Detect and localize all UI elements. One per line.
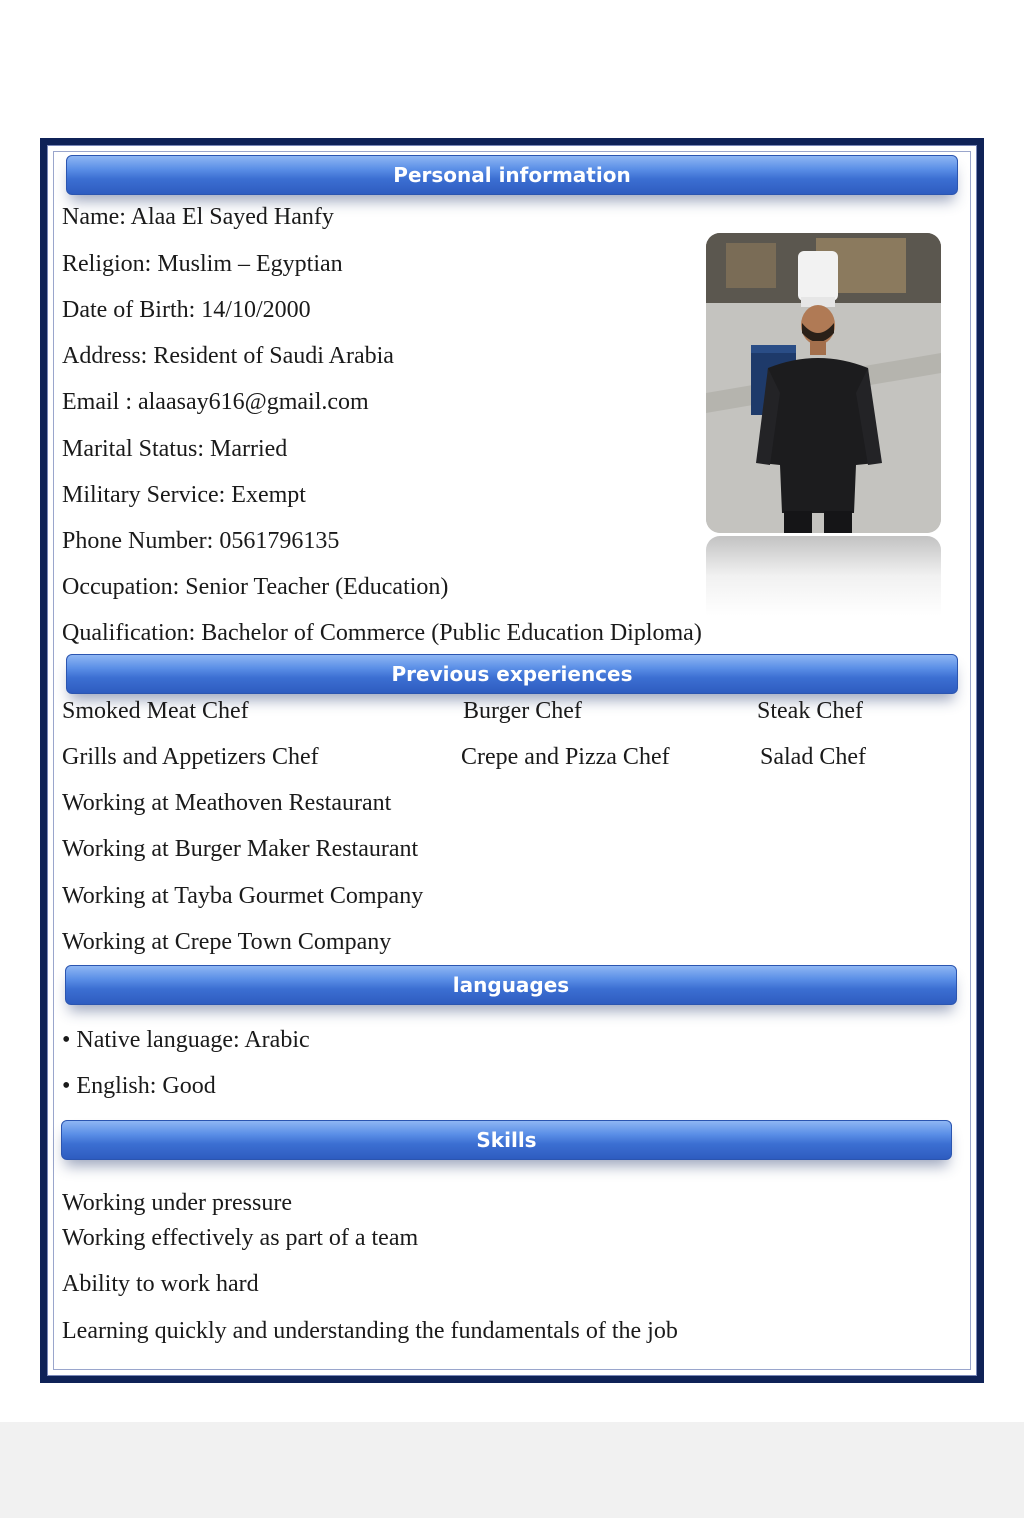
- skill-pressure: Working under pressure: [62, 1190, 293, 1216]
- language-native: • Native language: Arabic: [62, 1027, 310, 1053]
- workplace-meathoven: Working at Meathoven Restaurant: [62, 790, 392, 816]
- role-crepe-pizza-chef: Crepe and Pizza Chef: [461, 744, 670, 770]
- section-experiences-header: [66, 654, 958, 694]
- profile-photo: [706, 233, 941, 533]
- section-languages-title: languages: [452, 973, 570, 997]
- section-personal-title: Personal information: [393, 163, 631, 187]
- skill-teamwork: Working effectively as part of a team: [62, 1225, 419, 1251]
- personal-occupation: Occupation: Senior Teacher (Education): [62, 574, 449, 600]
- role-grills-chef: Grills and Appetizers Chef: [62, 744, 319, 770]
- personal-qualification: Qualification: Bachelor of Commerce (Public Education Diploma): [62, 620, 702, 646]
- personal-dob: Date of Birth: 14/10/2000: [62, 297, 311, 323]
- profile-photo-reflection: [706, 536, 941, 616]
- section-skills-title: Skills: [476, 1128, 537, 1152]
- personal-address: Address: Resident of Saudi Arabia: [62, 343, 394, 369]
- role-burger-chef: Burger Chef: [463, 698, 582, 724]
- role-smoked-meat-chef: Smoked Meat Chef: [62, 698, 249, 724]
- skill-hard-work: Ability to work hard: [62, 1271, 259, 1297]
- role-salad-chef: Salad Chef: [760, 744, 866, 770]
- workplace-burger-maker: Working at Burger Maker Restaurant: [62, 836, 419, 862]
- workplace-tayba-gourmet: Working at Tayba Gourmet Company: [62, 883, 424, 909]
- section-personal-header: [66, 155, 958, 195]
- personal-name: Name: Alaa El Sayed Hanfy: [62, 204, 334, 230]
- personal-marital-status: Marital Status: Married: [62, 436, 288, 462]
- workplace-crepe-town: Working at Crepe Town Company: [62, 929, 392, 955]
- section-languages-header: [65, 965, 957, 1005]
- personal-religion: Religion: Muslim – Egyptian: [62, 251, 343, 277]
- section-skills-header: [61, 1120, 952, 1160]
- language-english: • English: Good: [62, 1073, 216, 1099]
- personal-military-service: Military Service: Exempt: [62, 482, 306, 508]
- personal-phone: Phone Number: 0561796135: [62, 528, 340, 554]
- skill-quick-learning: Learning quickly and understanding the fundamentals of the job: [62, 1318, 678, 1344]
- role-steak-chef: Steak Chef: [757, 698, 863, 724]
- chef-portrait-icon: [706, 233, 941, 533]
- section-experiences-title: Previous experiences: [391, 662, 633, 686]
- page-bottom-band: [0, 1422, 1024, 1518]
- personal-email: Email : alaasay616@gmail.com: [62, 389, 369, 415]
